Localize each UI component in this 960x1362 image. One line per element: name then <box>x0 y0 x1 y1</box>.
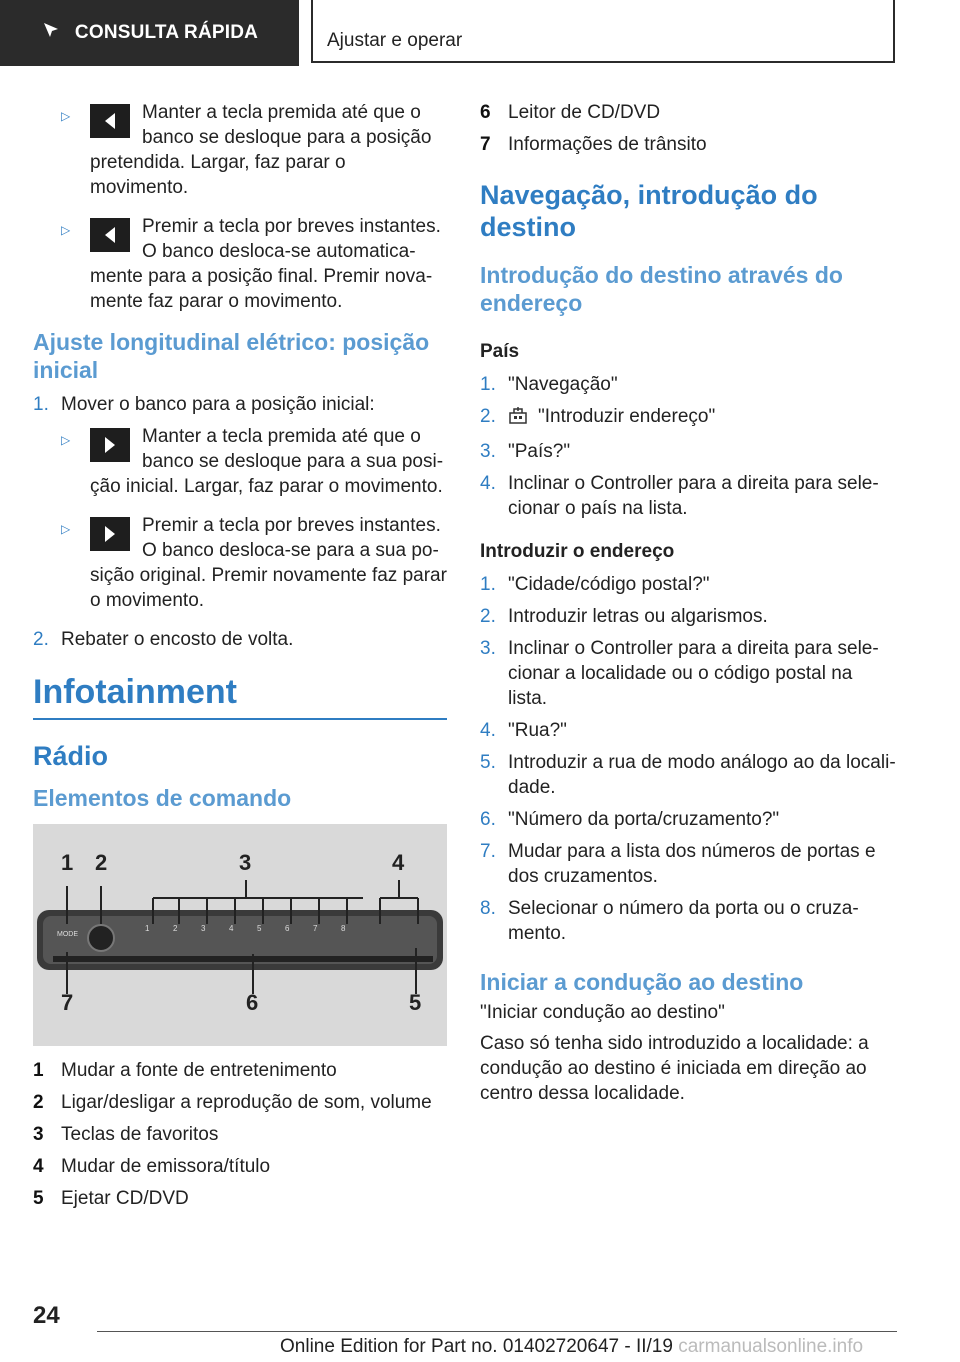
step-number: 7. <box>480 841 496 862</box>
step-number: 4. <box>480 720 496 741</box>
list-item <box>480 604 896 629</box>
legend-item <box>480 132 896 157</box>
step-text: Introduzir letras ou algarismos. <box>508 606 768 627</box>
step-number: 1. <box>33 394 49 415</box>
legend-number: 2 <box>33 1092 44 1113</box>
favorite-key-label: 4 <box>229 924 234 933</box>
bullet-item <box>33 513 447 613</box>
heading-navigation: Navegação, introdução do destino <box>480 180 818 242</box>
legend-item <box>33 1154 447 1179</box>
legend-item <box>33 1058 447 1083</box>
favorite-key-label: 5 <box>257 924 262 933</box>
legend-text: Informações de trânsito <box>508 134 707 155</box>
step-number: 6. <box>480 809 496 830</box>
legend-item <box>33 1186 447 1211</box>
bullet-text: Premir a tecla por breves instantes. O banco desloca-se para a sua posição original. Premir novamente faz parar o movimento. <box>90 515 447 611</box>
step-number: 2. <box>33 629 49 650</box>
callout-label: 2 <box>95 850 108 875</box>
list-item <box>33 392 447 417</box>
bullet-triangle-icon: ▷ <box>61 522 71 536</box>
right-column <box>480 100 896 1106</box>
step-text: "Rua?" <box>508 720 567 741</box>
bullet-text: Manter a tecla premida até que o banco se desloque para a sua posição inicial. Largar, faz parar o movimento. <box>90 426 444 497</box>
step-text: "País?" <box>508 441 571 462</box>
legend-number: 6 <box>480 102 491 123</box>
step-text: Inclinar o Controller para a direita para selecionar o país na lista. <box>508 473 879 519</box>
step-number: 4. <box>480 473 496 494</box>
pin-icon <box>41 20 61 46</box>
legend-item <box>33 1090 447 1115</box>
radio-panel-illustration <box>33 824 447 1046</box>
step-number: 1. <box>480 574 496 595</box>
step-text: Mudar para a lista dos números de portas e dos cruzamentos. <box>508 841 876 887</box>
step-number: 5. <box>480 752 496 773</box>
callout-label: 3 <box>239 850 252 875</box>
seat-left-button-icon <box>90 218 130 252</box>
favorite-key-label: 8 <box>341 924 346 933</box>
step-text: "Navegação" <box>508 374 618 395</box>
callout-label: 6 <box>246 990 259 1015</box>
radio-panel-drawing <box>33 824 447 1046</box>
subheading-country: País <box>480 341 520 362</box>
legend-number: 7 <box>480 134 491 155</box>
heading-initial-position: Ajuste longitudinal elétrico: posição inicial <box>33 329 430 383</box>
step-text: "Introduzir endereço" <box>538 406 716 427</box>
legend-text: Mudar de emissora/título <box>61 1156 271 1177</box>
list-item <box>480 372 896 397</box>
step-number: 8. <box>480 898 496 919</box>
callout-label: 5 <box>409 990 422 1015</box>
page-number: 24 <box>33 1302 60 1329</box>
legend-text: Leitor de CD/DVD <box>508 102 661 123</box>
step-number: 2. <box>480 406 496 427</box>
list-item <box>480 896 896 946</box>
favorite-key-label: 6 <box>285 924 290 933</box>
subheading-address: Introduzir o endereço <box>480 541 675 562</box>
legend-number: 1 <box>33 1060 44 1081</box>
legend-text: Ligar/desligar a reprodução de som, volume <box>61 1092 432 1113</box>
step-text: Selecionar o número da porta ou o cruzamento. <box>508 898 859 944</box>
favorite-key-label: 7 <box>313 924 318 933</box>
mode-label: MODE <box>57 931 78 938</box>
heading-start-guidance: Iniciar a condução ao destino <box>480 969 804 995</box>
bullet-item <box>33 100 447 200</box>
section-title: Ajustar e operar <box>327 30 463 51</box>
bullet-triangle-icon: ▷ <box>61 433 71 447</box>
section-header <box>311 0 895 63</box>
step-number: 1. <box>480 374 496 395</box>
heading-infotainment: Infotainment <box>33 672 447 720</box>
heading-address-entry: Introdução do destino através do endereço <box>480 262 843 316</box>
edition-text: Online Edition for Part no. 01402720647 - II/19 <box>280 1336 673 1357</box>
favorite-key-label: 3 <box>201 924 206 933</box>
bullet-item <box>33 424 447 499</box>
callout-label: 7 <box>61 990 74 1015</box>
step-text: "Número da porta/cruzamento?" <box>508 809 780 830</box>
list-item <box>480 572 896 597</box>
list-item <box>480 750 896 800</box>
footer-divider <box>97 1331 897 1332</box>
watermark-text: carmanualsonline.info <box>678 1336 864 1357</box>
favorite-key-label: 2 <box>173 924 178 933</box>
list-item <box>33 627 447 652</box>
seat-right-button-icon <box>90 517 130 551</box>
list-item <box>480 807 896 832</box>
left-column <box>33 100 447 1218</box>
list-item <box>480 636 896 711</box>
address-entry-icon <box>508 405 528 432</box>
list-item <box>480 439 896 464</box>
legend-text: Teclas de favoritos <box>61 1124 219 1145</box>
step-text: Introduzir a rua de modo análogo ao da localidade. <box>508 752 896 798</box>
footer-edition <box>280 1336 863 1358</box>
bullet-triangle-icon: ▷ <box>61 223 71 237</box>
step-number: 3. <box>480 638 496 659</box>
favorite-key-label: 1 <box>145 924 150 933</box>
bullet-text: Premir a tecla por breves instantes. O banco desloca-se automaticamente para a posição final. Premir novamente faz parar o movimento. <box>90 216 441 312</box>
start-text: Caso só tenha sido introduzido a localidade: a condução ao destino é iniciada em direção ao centro dessa localidade. <box>480 1033 869 1104</box>
legend-number: 3 <box>33 1124 44 1145</box>
step-number: 2. <box>480 606 496 627</box>
legend-number: 4 <box>33 1156 44 1177</box>
legend-text: Mudar a fonte de entretenimento <box>61 1060 337 1081</box>
seat-right-button-icon <box>90 428 130 462</box>
list-item <box>480 471 896 521</box>
heading-controls: Elementos de comando <box>33 785 292 811</box>
tab-label: CONSULTA RÁPIDA <box>74 22 259 43</box>
callout-label: 4 <box>392 850 405 875</box>
list-item <box>480 839 896 889</box>
step-number: 3. <box>480 441 496 462</box>
step-text: Rebater o encosto de volta. <box>61 629 294 650</box>
callout-label: 1 <box>61 850 74 875</box>
legend-item <box>33 1122 447 1147</box>
bullet-item <box>33 214 447 314</box>
list-item <box>480 404 896 432</box>
bullet-text: Manter a tecla premida até que o banco se desloque para a posição pretendida. Largar, faz parar o movimento. <box>90 102 432 198</box>
page-header <box>0 0 960 66</box>
step-text: Inclinar o Controller para a direita para selecionar a localidade ou o código postal na lista. <box>508 638 879 709</box>
legend-text: Ejetar CD/DVD <box>61 1188 189 1209</box>
heading-radio: Rádio <box>33 741 109 771</box>
start-quote: "Iniciar condução ao destino" <box>480 1002 725 1023</box>
legend-number: 5 <box>33 1188 44 1209</box>
step-text: "Cidade/código postal?" <box>508 574 710 595</box>
quick-reference-tab[interactable] <box>0 0 299 66</box>
list-item <box>480 718 896 743</box>
step-text: Mover o banco para a posição inicial: <box>61 394 375 415</box>
seat-left-button-icon <box>90 104 130 138</box>
bullet-triangle-icon: ▷ <box>61 109 71 123</box>
legend-item <box>480 100 896 125</box>
